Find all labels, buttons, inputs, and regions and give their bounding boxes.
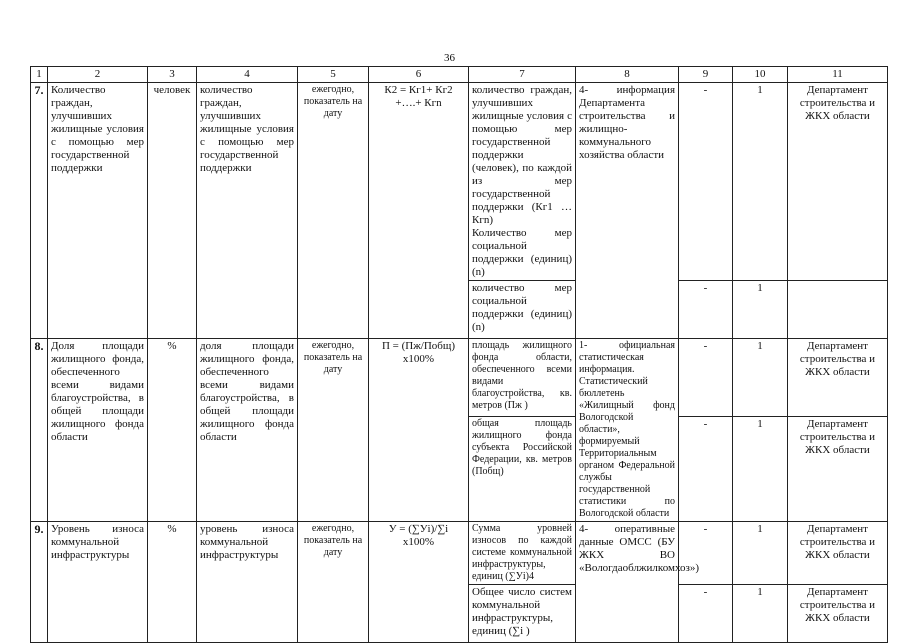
source-cell: 4- информация Департамента строительства и жилищно-коммунального хозяйства области bbox=[576, 83, 679, 339]
column-header: 8 bbox=[576, 67, 679, 83]
definition-cell: уровень износа коммунальной инфраструктуры bbox=[197, 522, 298, 643]
col9-cell: - bbox=[679, 339, 733, 417]
source-cell: 4- оперативные данные ОМСС (БУ ЖКХ ВО «Вологдаоблжилкомхоз») bbox=[576, 522, 679, 643]
responsible-cell: Департамент строительства и ЖКХ области bbox=[788, 417, 888, 522]
responsible-cell: Департамент строительства и ЖКХ области bbox=[788, 339, 888, 417]
col9-cell: - bbox=[679, 417, 733, 522]
column-number-row bbox=[31, 67, 888, 83]
column-header: 3 bbox=[148, 67, 197, 83]
indicator-name: Количество граждан, улучшивших жилищные условия с помощью мер государственной поддержки bbox=[48, 83, 148, 339]
table-row bbox=[31, 522, 888, 585]
row-number: 7. bbox=[31, 83, 48, 339]
column-header: 1 bbox=[31, 67, 48, 83]
period-cell: ежегодно, показатель на дату bbox=[298, 522, 369, 643]
component-cell: Сумма уровней износов по каждой системе коммунальной инфраструктуры, единиц (∑Уi)4 bbox=[469, 522, 576, 585]
col9-cell: - bbox=[679, 281, 733, 339]
component-cell: общая площадь жилищного фонда субъекта Российской Федерации, кв. метров (Побщ) bbox=[469, 417, 576, 522]
responsible-cell: Департамент строительства и ЖКХ области bbox=[788, 522, 888, 585]
column-header: 6 bbox=[369, 67, 469, 83]
col9-cell: - bbox=[679, 585, 733, 643]
unit-cell: % bbox=[148, 339, 197, 522]
page-number: 36 bbox=[444, 52, 455, 64]
responsible-cell: Департамент строительства и ЖКХ области bbox=[788, 83, 888, 281]
column-header: 4 bbox=[197, 67, 298, 83]
col10-cell: 1 bbox=[733, 522, 788, 585]
component-text: Количество мер социальной поддержки (единиц) (n) bbox=[472, 227, 572, 278]
component-cell: площадь жилищного фонда области, обеспеченного всеми видами благоустройства, кв. метров (Пж ) bbox=[469, 339, 576, 417]
component-cell: количество мер социальной поддержки (единиц) (n) bbox=[469, 281, 576, 339]
definition-cell: количество граждан, улучшивших жилищные условия с помощью мер государственной поддержки bbox=[197, 83, 298, 339]
source-cell: 1- официальная статистическая информация. Статистический бюллетень «Жилищный фонд Вологодской области», формируемый Территориальным органом Федеральной службы государственной статистики по Вологодской области bbox=[576, 339, 679, 522]
column-header: 11 bbox=[788, 67, 888, 83]
table-row bbox=[31, 339, 888, 417]
col9-cell: - bbox=[679, 522, 733, 585]
indicator-name: Уровень износа коммунальной инфраструктуры bbox=[48, 522, 148, 643]
row-number: 8. bbox=[31, 339, 48, 522]
component-cell: Общее число систем коммунальной инфраструктуры, единиц (∑i ) bbox=[469, 585, 576, 643]
formula-cell: П = (Пж/Побщ) х100% bbox=[369, 339, 469, 522]
period-cell: ежегодно, показатель на дату bbox=[298, 83, 369, 339]
row-number: 9. bbox=[31, 522, 48, 643]
responsible-cell bbox=[788, 281, 888, 339]
col10-cell: 1 bbox=[733, 417, 788, 522]
col9-cell: - bbox=[679, 83, 733, 281]
column-header: 2 bbox=[48, 67, 148, 83]
col10-cell: 1 bbox=[733, 585, 788, 643]
column-header: 10 bbox=[733, 67, 788, 83]
period-cell: ежегодно, показатель на дату bbox=[298, 339, 369, 522]
component-text: количество граждан, улучшивших жилищные условия с помощью мер государственной поддержки (человек), по каждой из мер государственной поддержки (Кг1 … Кгn) bbox=[472, 84, 572, 226]
column-header: 7 bbox=[469, 67, 576, 83]
col10-cell: 1 bbox=[733, 339, 788, 417]
unit-cell: человек bbox=[148, 83, 197, 339]
indicator-name: Доля площади жилищного фонда, обеспеченного всеми видами благоустройства, в общей площади жилищного фонда области bbox=[48, 339, 148, 522]
formula-cell: У = (∑Уi)/∑i х100% bbox=[369, 522, 469, 643]
column-header: 5 bbox=[298, 67, 369, 83]
component-cell bbox=[469, 83, 576, 281]
column-header: 9 bbox=[679, 67, 733, 83]
responsible-cell: Департамент строительства и ЖКХ области bbox=[788, 585, 888, 643]
formula-cell: К2 = Кг1+ Кг2 +….+ Кгn bbox=[369, 83, 469, 339]
table-row bbox=[31, 83, 888, 281]
col10-cell: 1 bbox=[733, 83, 788, 281]
indicator-table bbox=[30, 66, 888, 643]
col10-cell: 1 bbox=[733, 281, 788, 339]
unit-cell: % bbox=[148, 522, 197, 643]
definition-cell: доля площади жилищного фонда, обеспеченного всеми видами благоустройства, в общей площади жилищного фонда области bbox=[197, 339, 298, 522]
